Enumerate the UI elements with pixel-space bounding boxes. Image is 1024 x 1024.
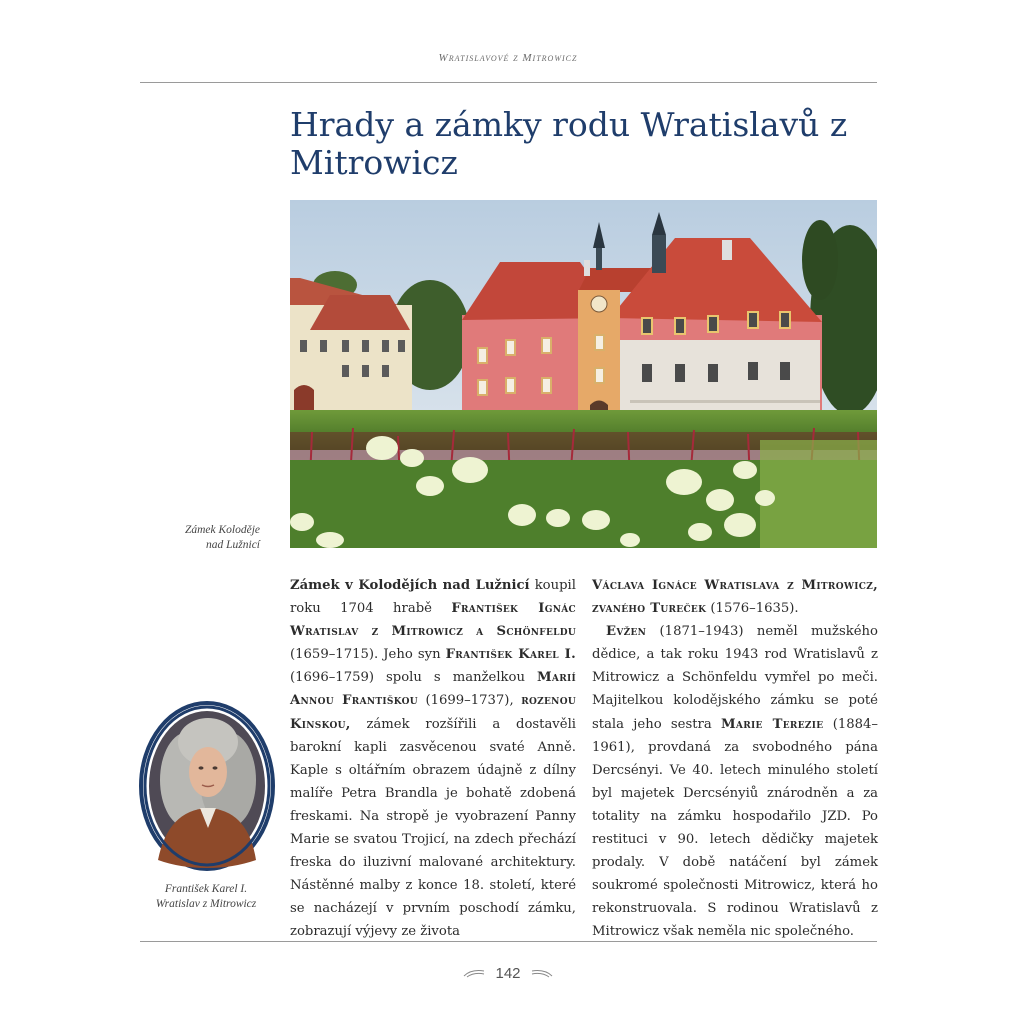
person-name: Marií Annou Františkou: [290, 670, 576, 709]
photo-caption: [150, 523, 260, 553]
photo-caption-line: nad Lužnicí: [206, 539, 260, 551]
paragraph: [592, 620, 878, 943]
bold-lead: Zámek v Kolodějích nad Lužnicí: [290, 578, 530, 593]
running-head: Wratislavové z Mitrowicz: [438, 52, 578, 64]
person-name: Václava Ignáce Wratislava z Mitrowicz, zvaného Tureček: [592, 578, 878, 617]
portrait-caption-line: František Karel I.: [164, 883, 248, 895]
text-run: koupil roku 1704 hrabě: [290, 578, 576, 617]
text-run: (1871–1943) neměl mužského dědice, a tak roku 1943 rod Wratislavů z Mitrowicz a Schönfeldu vymřel po meči. Majitelkou kolodějského zámku se poté stala jeho sestra: [592, 624, 878, 732]
text-run: (1884–1961), provdaná za svobodného pána Dercsényi. Ve 40. letech minulého století byl majetek Dercsényiů znárodněn a za totality na zámku hospodařilo JZD. Po restituci v 90. letech dědičky majetek prodaly. V době natáčení byl zámek soukromé společnosti Mitrowicz, která ho rekonstruovala. S rodinou Wratislavů z Mitrowicz však neměla nic společného.: [592, 716, 878, 940]
ornament-right-icon: [531, 968, 553, 978]
paragraph: [290, 574, 576, 944]
footer-rule: [140, 941, 877, 942]
person-name: František Karel I.: [445, 647, 576, 663]
person-name: rozenou Kinskou,: [290, 693, 576, 732]
header-rule: [140, 82, 877, 83]
portrait-image: [138, 700, 276, 872]
paragraph: [592, 574, 878, 620]
text-column-left: [290, 574, 576, 944]
page-number: 142: [495, 964, 521, 982]
photo-caption-line: Zámek Koloděje: [184, 524, 260, 536]
ornament-left-icon: [463, 968, 485, 978]
text-column-right: [592, 574, 878, 944]
text-run: (1696–1759) spolu s manželkou: [290, 670, 538, 686]
portrait-caption: [142, 882, 270, 912]
castle-photo: [290, 200, 877, 548]
text-run: (1576–1635).: [706, 601, 799, 617]
text-run: (1699–1737),: [417, 693, 522, 709]
portrait-caption-line: Wratislav z Mitrowicz: [155, 898, 257, 910]
text-run: zámek rozšířili a dostavěli barokní kapli zasvěcenou svaté Anně. Kaple s oltářním obrazem údajně z dílny malíře Petra Brandla je bohatě zdobená freskami. Na stropě je vyobrazení Panny Marie se svatou Trojicí, na zdech přechází freska do iluzivní malované architektury. Nástěnné malby z konce 18. století, které se nacházejí v prvním poschodí zámku, zobrazují výjevy ze života: [290, 716, 576, 940]
person-name: Evžen: [606, 624, 647, 640]
page-footer: [0, 964, 1016, 982]
chapter-title: Hrady a zámky rodu Wratislavů z Mitrowicz: [290, 105, 848, 182]
text-run: (1659–1715). Jeho syn: [290, 647, 446, 663]
person-name: Marie Terezie: [721, 716, 824, 732]
person-name: František Ignác Wratislav z Mitrowicz a Schönfeldu: [290, 601, 576, 640]
